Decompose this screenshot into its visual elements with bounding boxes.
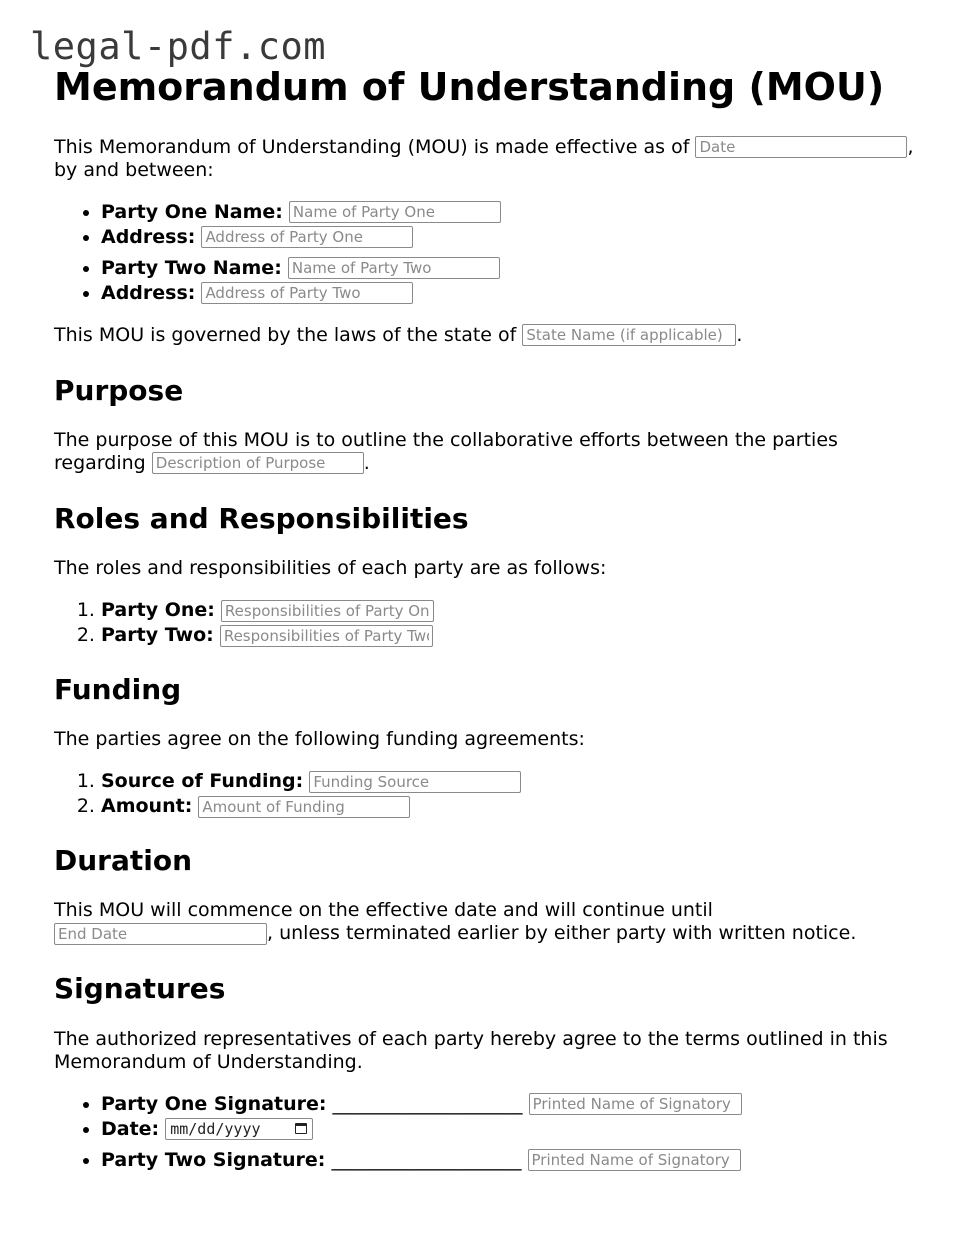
governing-text: This MOU is governed by the laws of the state of	[54, 323, 517, 346]
duration-text: This MOU will commence on the effective date and will continue until	[54, 899, 713, 922]
roles-heading: Roles and Responsibilities	[54, 501, 469, 535]
intro-paragraph	[54, 136, 934, 182]
party-one-printed-name-field[interactable]	[529, 1093, 742, 1115]
party-one-address-field[interactable]	[201, 226, 413, 248]
party-two-printed-name-field[interactable]	[528, 1149, 741, 1171]
signature-date-field[interactable]	[165, 1118, 313, 1140]
party-one-name-label: Party One Name:	[101, 200, 283, 223]
funding-amount-field[interactable]	[198, 796, 410, 818]
party-one-address-label: Address:	[101, 225, 196, 248]
party-one-signature-label: Party One Signature:	[101, 1092, 327, 1115]
list-item	[101, 256, 934, 281]
site-watermark: legal-pdf.com	[30, 25, 327, 68]
list-item	[101, 1117, 934, 1142]
state-name-field[interactable]	[522, 324, 736, 346]
purpose-text-after: .	[363, 451, 370, 474]
page-title: Memorandum of Understanding (MOU)	[54, 65, 885, 109]
funding-list	[54, 769, 934, 819]
effective-date-field[interactable]	[695, 136, 907, 158]
party-one-signature-list	[54, 1092, 934, 1142]
signature-date-value: mm/dd/yyyy	[170, 1120, 261, 1139]
party-two-signature-line[interactable]: ____________________	[331, 1148, 522, 1171]
party-one-responsibilities-field[interactable]	[221, 600, 434, 622]
signatures-intro: The authorized representatives of each party hereby agree to the terms outlined in this Memorandum of Understanding.	[54, 1027, 888, 1073]
purpose-text: The purpose of this MOU is to outline the collaborative efforts between the parties regarding	[54, 428, 838, 474]
purpose-heading: Purpose	[54, 373, 184, 407]
party-one-signature-line[interactable]: ____________________	[332, 1092, 523, 1115]
list-item	[101, 769, 934, 794]
intro-text: This Memorandum of Understanding (MOU) is made effective as of	[54, 135, 690, 158]
list-item	[101, 1148, 934, 1173]
role-party-two-label: Party Two:	[101, 624, 214, 647]
end-date-field[interactable]	[54, 923, 267, 945]
funding-amount-label: Amount:	[101, 795, 193, 818]
party-one-name-field[interactable]	[289, 201, 501, 223]
list-item	[101, 225, 934, 250]
party-two-name-field[interactable]	[288, 257, 500, 279]
duration-heading: Duration	[54, 844, 193, 878]
list-item	[101, 281, 934, 306]
funding-heading: Funding	[54, 673, 182, 707]
mou-document	[54, 66, 934, 1191]
party-two-responsibilities-field[interactable]	[220, 625, 433, 647]
party-two-signature-list	[54, 1148, 934, 1173]
party-two-address-field[interactable]	[201, 282, 413, 304]
party-two-address-label: Address:	[101, 281, 196, 304]
party-two-list	[54, 256, 934, 306]
funding-intro: The parties agree on the following funding agreements:	[54, 728, 585, 751]
duration-text-after: , unless terminated earlier by either party with written notice.	[267, 922, 857, 945]
party-two-signature-label: Party Two Signature:	[101, 1148, 326, 1171]
funding-source-label: Source of Funding:	[101, 770, 304, 793]
governing-text-after: .	[736, 323, 743, 346]
roles-list	[54, 598, 934, 648]
purpose-description-field[interactable]	[152, 452, 364, 474]
list-item	[101, 794, 934, 819]
list-item	[101, 200, 934, 225]
purpose-paragraph	[54, 429, 934, 475]
duration-paragraph	[54, 899, 934, 945]
governing-law-paragraph	[54, 324, 934, 347]
list-item	[101, 623, 934, 648]
signature-date-label: Date:	[101, 1117, 160, 1140]
list-item	[101, 598, 934, 623]
party-two-name-label: Party Two Name:	[101, 256, 282, 279]
funding-source-field[interactable]	[309, 771, 521, 793]
intro-text-after: , by and between:	[54, 135, 914, 181]
signatures-heading: Signatures	[54, 972, 226, 1006]
roles-intro: The roles and responsibilities of each party are as follows:	[54, 557, 607, 580]
list-item	[101, 1092, 934, 1117]
party-one-list	[54, 200, 934, 250]
calendar-icon[interactable]	[295, 1123, 307, 1134]
role-party-one-label: Party One:	[101, 599, 215, 622]
